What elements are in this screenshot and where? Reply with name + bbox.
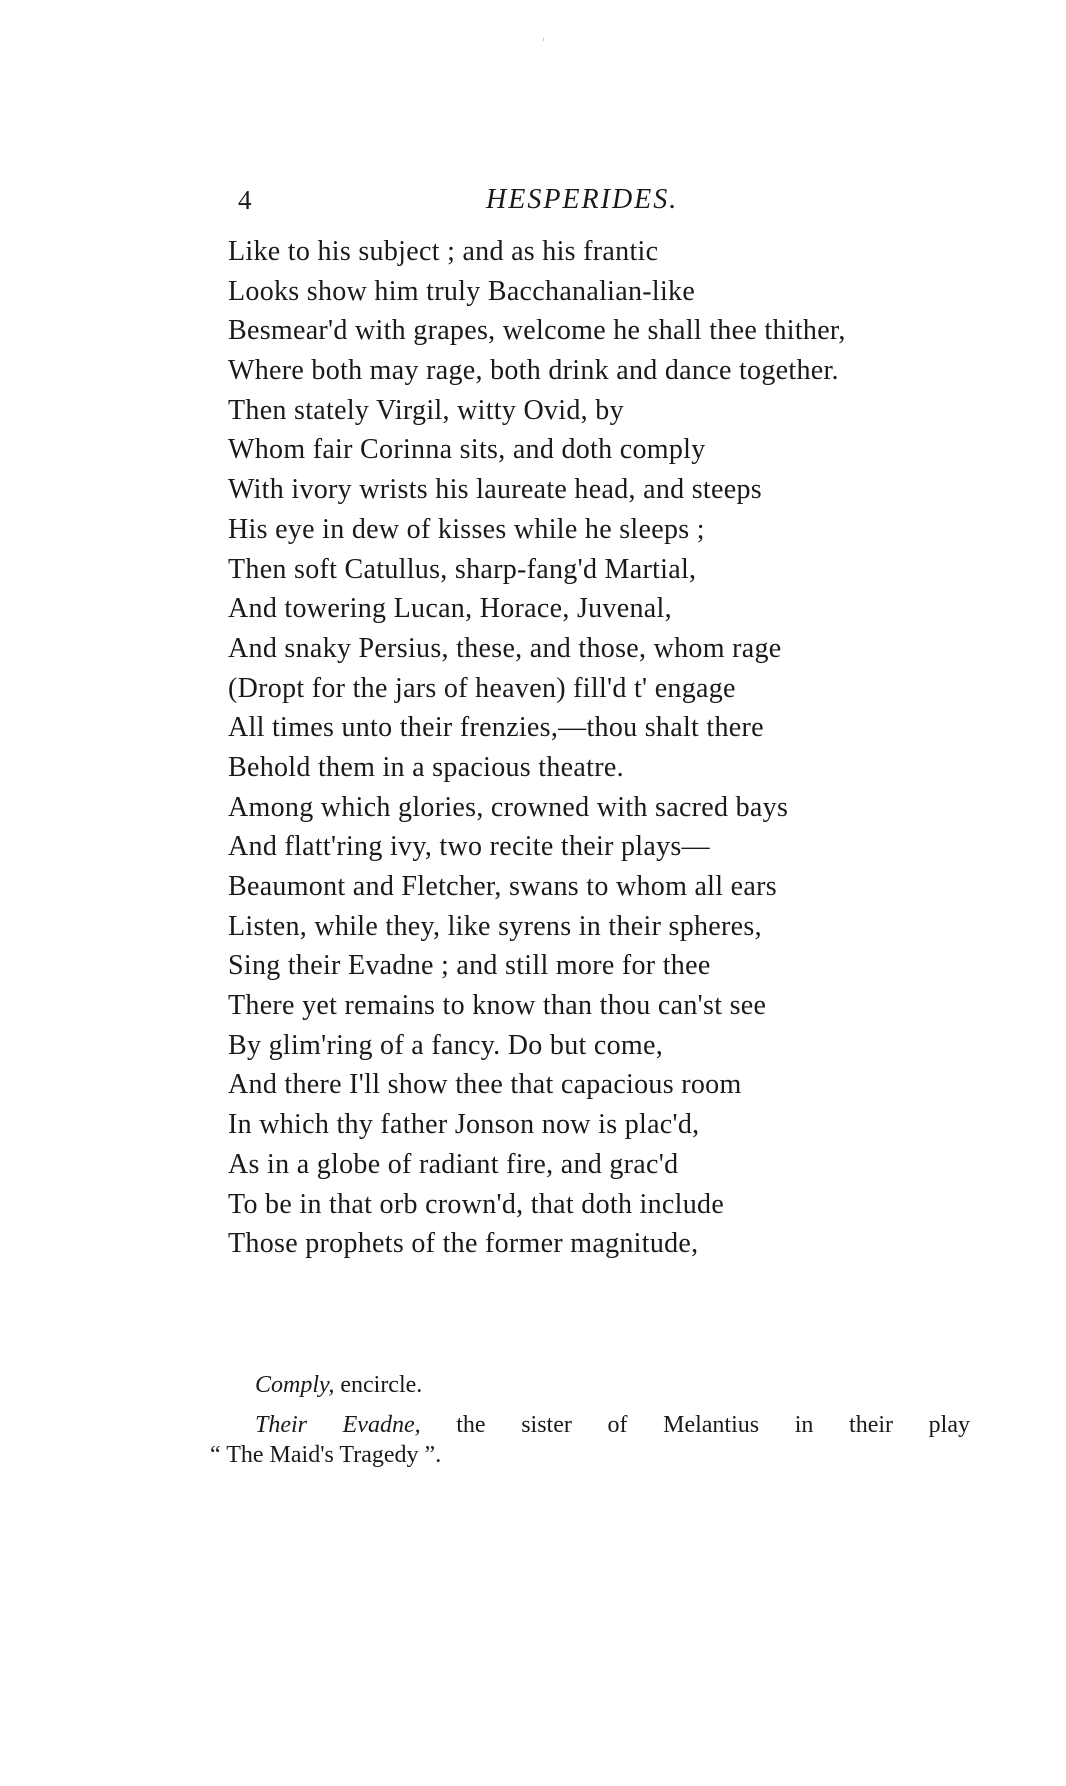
verse-line: Where both may rage, both drink and dance together. xyxy=(228,355,839,387)
verse-line: Those prophets of the former magnitude, xyxy=(228,1228,699,1260)
page-number: 4 xyxy=(238,185,252,215)
footnote-comply xyxy=(210,1370,970,1400)
verse-line: Listen, while they, like syrens in their spheres, xyxy=(228,910,762,942)
verse-line: In which thy father Jonson now is plac'd, xyxy=(228,1109,700,1141)
verse-line: All times unto their frenzies,—thou shalt there xyxy=(228,712,764,744)
footnotes xyxy=(210,1370,970,1470)
verse-line: Then soft Catullus, sharp-fang'd Martial, xyxy=(228,553,697,585)
verse-line: And snaky Persius, these, and those, whom rage xyxy=(228,632,782,664)
verse-line: Behold them in a spacious theatre. xyxy=(228,751,624,783)
footnote-gloss: encircle. xyxy=(334,1372,423,1398)
verse-line: (Dropt for the jars of heaven) fill'd t' engage xyxy=(228,672,736,704)
verse-line: To be in that orb crown'd, that doth include xyxy=(228,1188,725,1220)
verse-line: And towering Lucan, Horace, Juvenal, xyxy=(228,593,672,625)
verse-line: Like to his subject ; and as his frantic xyxy=(228,236,659,267)
scan-speck xyxy=(543,38,544,41)
verse-line: By glim'ring of a fancy. Do but come, xyxy=(228,1029,664,1061)
verse-line: Among which glories, crowned with sacred bays xyxy=(228,791,789,823)
verse-line: Besmear'd with grapes, welcome he shall thee thither, xyxy=(228,315,846,347)
verse-line: Beaumont and Fletcher, swans to whom all ears xyxy=(228,871,777,902)
running-title: HESPERIDES. xyxy=(486,184,679,215)
verse-line: His eye in dew of kisses while he sleeps ; xyxy=(228,513,705,545)
footnote-evadne-continuation: “ The Maid's Tragedy ”. xyxy=(210,1442,442,1468)
verse-line: And flatt'ring ivy, two recite their plays— xyxy=(228,831,710,863)
verse-line: There yet remains to know than thou can'st see xyxy=(228,990,767,1022)
footnote-evadne xyxy=(210,1410,970,1440)
page-header xyxy=(0,180,1066,220)
verse-line: With ivory wrists his laureate head, and steeps xyxy=(228,474,762,506)
verse-line: As in a globe of radiant fire, and grac'd xyxy=(228,1148,679,1180)
poem-text xyxy=(228,232,988,1264)
verse-line: Whom fair Corinna sits, and doth comply xyxy=(228,434,706,466)
verse-line: Then stately Virgil, witty Ovid, by xyxy=(228,394,624,426)
verse-line: And there I'll show thee that capacious room xyxy=(228,1069,742,1101)
verse-line: Looks show him truly Bacchanalian-like xyxy=(228,275,696,307)
footnote-lemma: Their Evadne, xyxy=(255,1412,421,1438)
footnote-lemma: Comply, xyxy=(255,1372,335,1398)
footnote-gloss: the sister of Melantius in their play xyxy=(420,1412,970,1438)
verse-line: Sing their Evadne ; and still more for thee xyxy=(228,950,711,982)
